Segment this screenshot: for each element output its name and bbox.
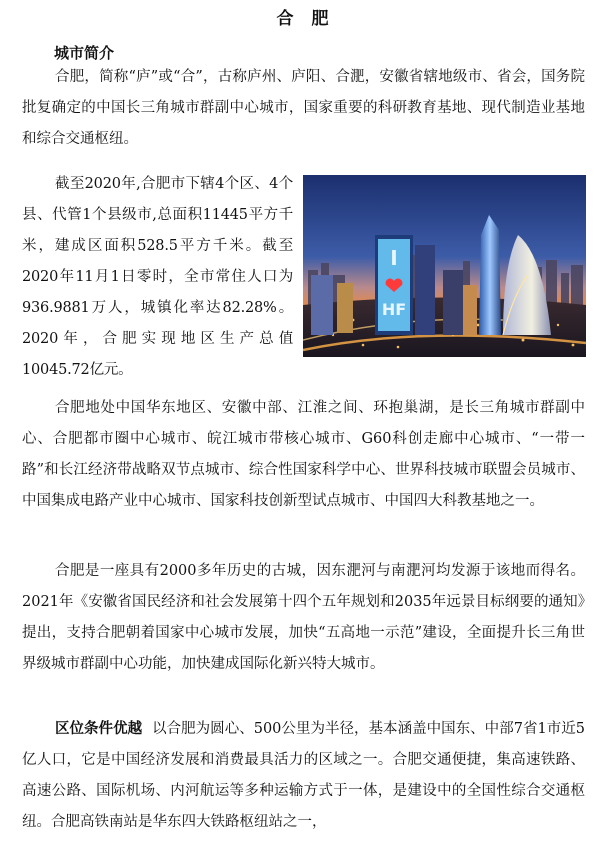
city-night-photo	[303, 175, 586, 357]
document-title: 合 肥	[276, 9, 335, 29]
svg-text:HF: HF	[381, 300, 407, 319]
paragraph-statistics: 截至2020年,合肥市下辖4个区、4个县、代管1个县级市,总面积11445平方千米，建成区面积528.5平方千米。截至2020年11月1日零时，全市常住人口为936.9881万人，城镇化率达82.28%。2020年，合肥实现地区生产总值10045.72亿元。	[22, 176, 293, 378]
paragraph-advantages	[22, 714, 585, 838]
svg-text:I: I	[390, 246, 398, 270]
paragraph-intro: 合肥，简称“庐”或“合”，古称庐州、庐阳、合淝，安徽省辖地级市、省会，国务院批复确定的中国长三角城市群副中心城市，国家重要的科研教育基地、现代制造业基地和综合交通枢纽。	[22, 69, 585, 147]
paragraph-history: 合肥是一座具有2000多年历史的古城，因东淝河与南淝河均发源于该地而得名。2021年《安徽省国民经济和社会发展第十四个五年规划和2035年远景目标纲要的通知》提出，支持合肥朝着国家中心城市发展，加快“五高地一示范”建设，全面提升长三角世界级城市群副中心功能，加快建成国际化新兴特大城市。	[22, 563, 585, 672]
paragraph-advantages-text: 以合肥为圆心、500公里为半径，基本涵盖中国东、中部7省1市近5亿人口，它是中国经济发展和消费最具活力的区域之一。合肥交通便捷，集高速铁路、高速公路、国际机场、内河航运等多种运输方式于一体，是建设中的全国性综合交通枢纽。合肥高铁南站是华东四大铁路枢纽站之一，	[22, 721, 585, 830]
paragraph-location: 合肥地处中国华东地区、安徽中部、江淮之间、环抱巢湖，是长三角城市群副中心、合肥都市圈中心城市、皖江城市带核心城市、G60科创走廊中心城市、“一带一路”和长江经济带战略双节点城市、综合性国家科学中心、世界科技城市联盟会员城市、中国集成电路产业中心城市、国家科技创新型试点城市、中国四大科教基地之一。	[22, 400, 585, 509]
inline-heading: 区位条件优越	[55, 721, 143, 737]
section-heading: 城市简介	[54, 44, 115, 62]
